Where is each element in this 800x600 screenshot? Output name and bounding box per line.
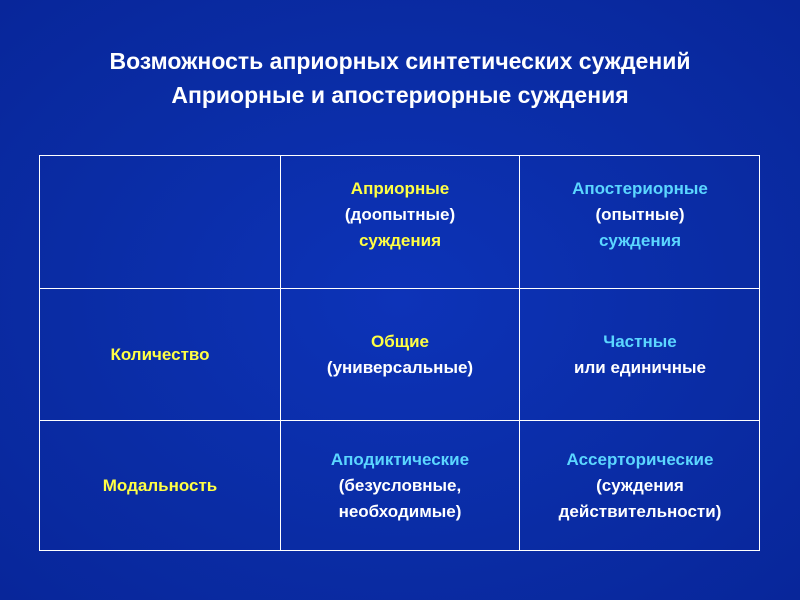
table-corner-cell	[40, 156, 280, 288]
row-label-quantity	[40, 289, 280, 420]
slide-title	[0, 44, 800, 112]
header-aposteriori-line-1: Апостериорные	[572, 179, 708, 198]
comparison-table	[39, 155, 760, 551]
header-apriori-line-2: (доопытные)	[344, 205, 456, 224]
cell-quantity-aposteriori-line-1: Частные	[603, 331, 677, 351]
cell-modality-aposteriori-line-2: (суждения	[596, 476, 684, 495]
cell-modality-aposteriori	[520, 421, 760, 551]
row-label-quantity-text: Количество	[110, 344, 210, 364]
row-label-modality	[40, 421, 280, 551]
header-aposteriori	[520, 176, 760, 250]
header-apriori-line-3: суждения	[358, 231, 442, 250]
title-line-2: Априорные и апостериорные суждения	[171, 82, 629, 108]
cell-quantity-apriori	[281, 289, 519, 420]
cell-modality-aposteriori-line-1: Ассерторические	[566, 450, 714, 469]
header-apriori	[281, 176, 519, 250]
cell-modality-apriori	[281, 421, 519, 551]
cell-modality-apriori-line-2: (безусловные,	[338, 476, 462, 495]
cell-modality-aposteriori-line-3: действительности)	[558, 502, 722, 521]
cell-quantity-aposteriori-line-2: или единичные	[574, 357, 706, 377]
title-line-1: Возможность априорных синтетических суждений	[109, 48, 691, 74]
cell-modality-apriori-line-1: Аподиктические	[330, 450, 470, 469]
header-aposteriori-line-2: (опытные)	[595, 205, 685, 224]
row-label-modality-text: Модальность	[102, 476, 218, 495]
cell-quantity-apriori-line-1: Общие	[371, 331, 429, 351]
cell-modality-apriori-line-3: необходимые)	[338, 502, 462, 521]
header-aposteriori-line-3: суждения	[598, 231, 682, 250]
cell-quantity-aposteriori	[520, 289, 760, 420]
header-apriori-line-1: Априорные	[350, 179, 450, 198]
cell-quantity-apriori-line-2: (универсальные)	[326, 357, 474, 377]
